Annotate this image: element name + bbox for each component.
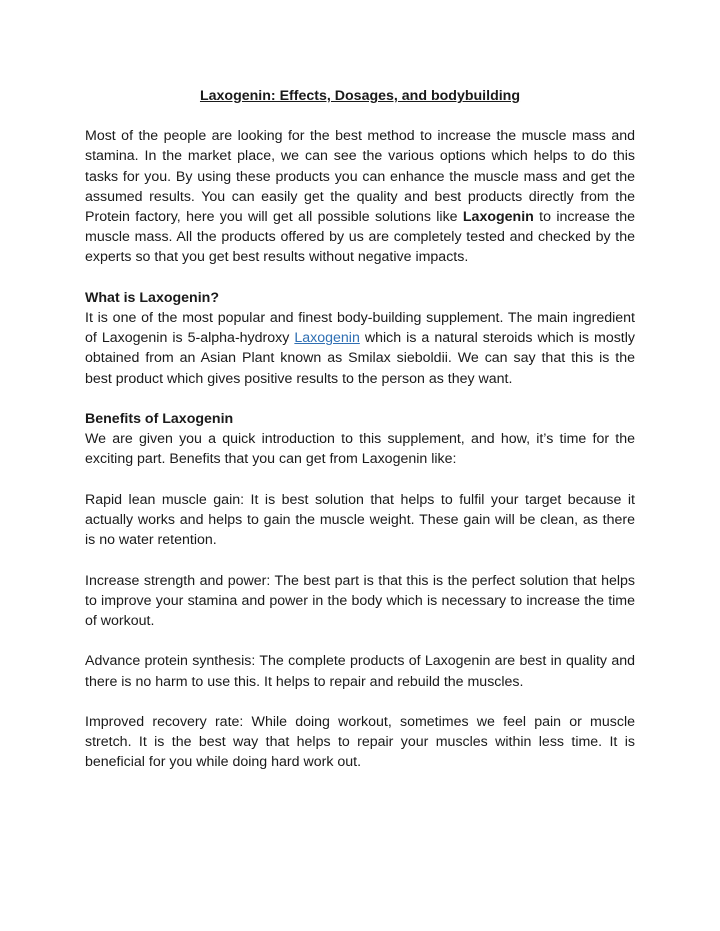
what-is-section	[85, 288, 635, 389]
benefits-intro: We are given you a quick introduction to this supplement, and how, it’s time for the exciting part. Benefits that you can get from Laxogenin like:	[85, 431, 635, 468]
intro-text-end: to increase the muscle mass. All the products offered by us are completely tested and checked by the experts so that you get best results without negative impacts.	[85, 209, 635, 266]
benefit-item-lean-muscle: Rapid lean muscle gain: It is best solution that helps to fulfil your target because it actually works and helps to gain the muscle weight. These gain will be clean, as there is no water retention.	[85, 491, 635, 549]
benefit-item-protein-synthesis: Advance protein synthesis: The complete products of Laxogenin are best in quality and there is no harm to use this. It helps to repair and rebuild the muscles.	[85, 653, 635, 690]
benefits-section	[85, 409, 635, 470]
benefit-item-strength: Increase strength and power: The best part is that this is the perfect solution that helps to improve your stamina and power in the body which is necessary to increase the time of workout.	[85, 572, 635, 630]
intro-text-start: Most of the people are looking for the best method to increase the muscle mass and stamina. In the market place, we can see the various options which helps to do this tasks for you. By using these products you can enhance the muscle mass and get the assumed results. You can easily get the quality and best products directly from the Protein factory, here you will get all possible solutions like	[85, 128, 635, 226]
what-is-paragraph	[85, 308, 635, 389]
document-title: Laxogenin: Effects, Dosages, and bodybuilding	[199, 88, 521, 104]
laxogenin-link[interactable]: Laxogenin	[294, 330, 360, 347]
document-page	[85, 86, 635, 793]
what-is-text-start: It is one of the most popular and finest body-building supplement. The main ingredient of Laxogenin is 5-alpha-hydroxy	[85, 310, 635, 347]
intro-paragraph	[85, 126, 635, 267]
intro-bold-term: Laxogenin	[462, 209, 534, 226]
benefits-heading: Benefits of Laxogenin	[85, 411, 234, 428]
what-is-text-end: which is a natural steroids which is mostly obtained from an Asian Plant known as Smilax sieboldii. We can say that this is the best product which gives positive results to the person as they want.	[85, 330, 635, 387]
what-is-heading: What is Laxogenin?	[85, 289, 219, 306]
benefit-item-recovery: Improved recovery rate: While doing workout, sometimes we feel pain or muscle stretch. It is the best way that helps to repair your muscles within less time. It is beneficial for you while doing hard work out.	[85, 714, 635, 771]
